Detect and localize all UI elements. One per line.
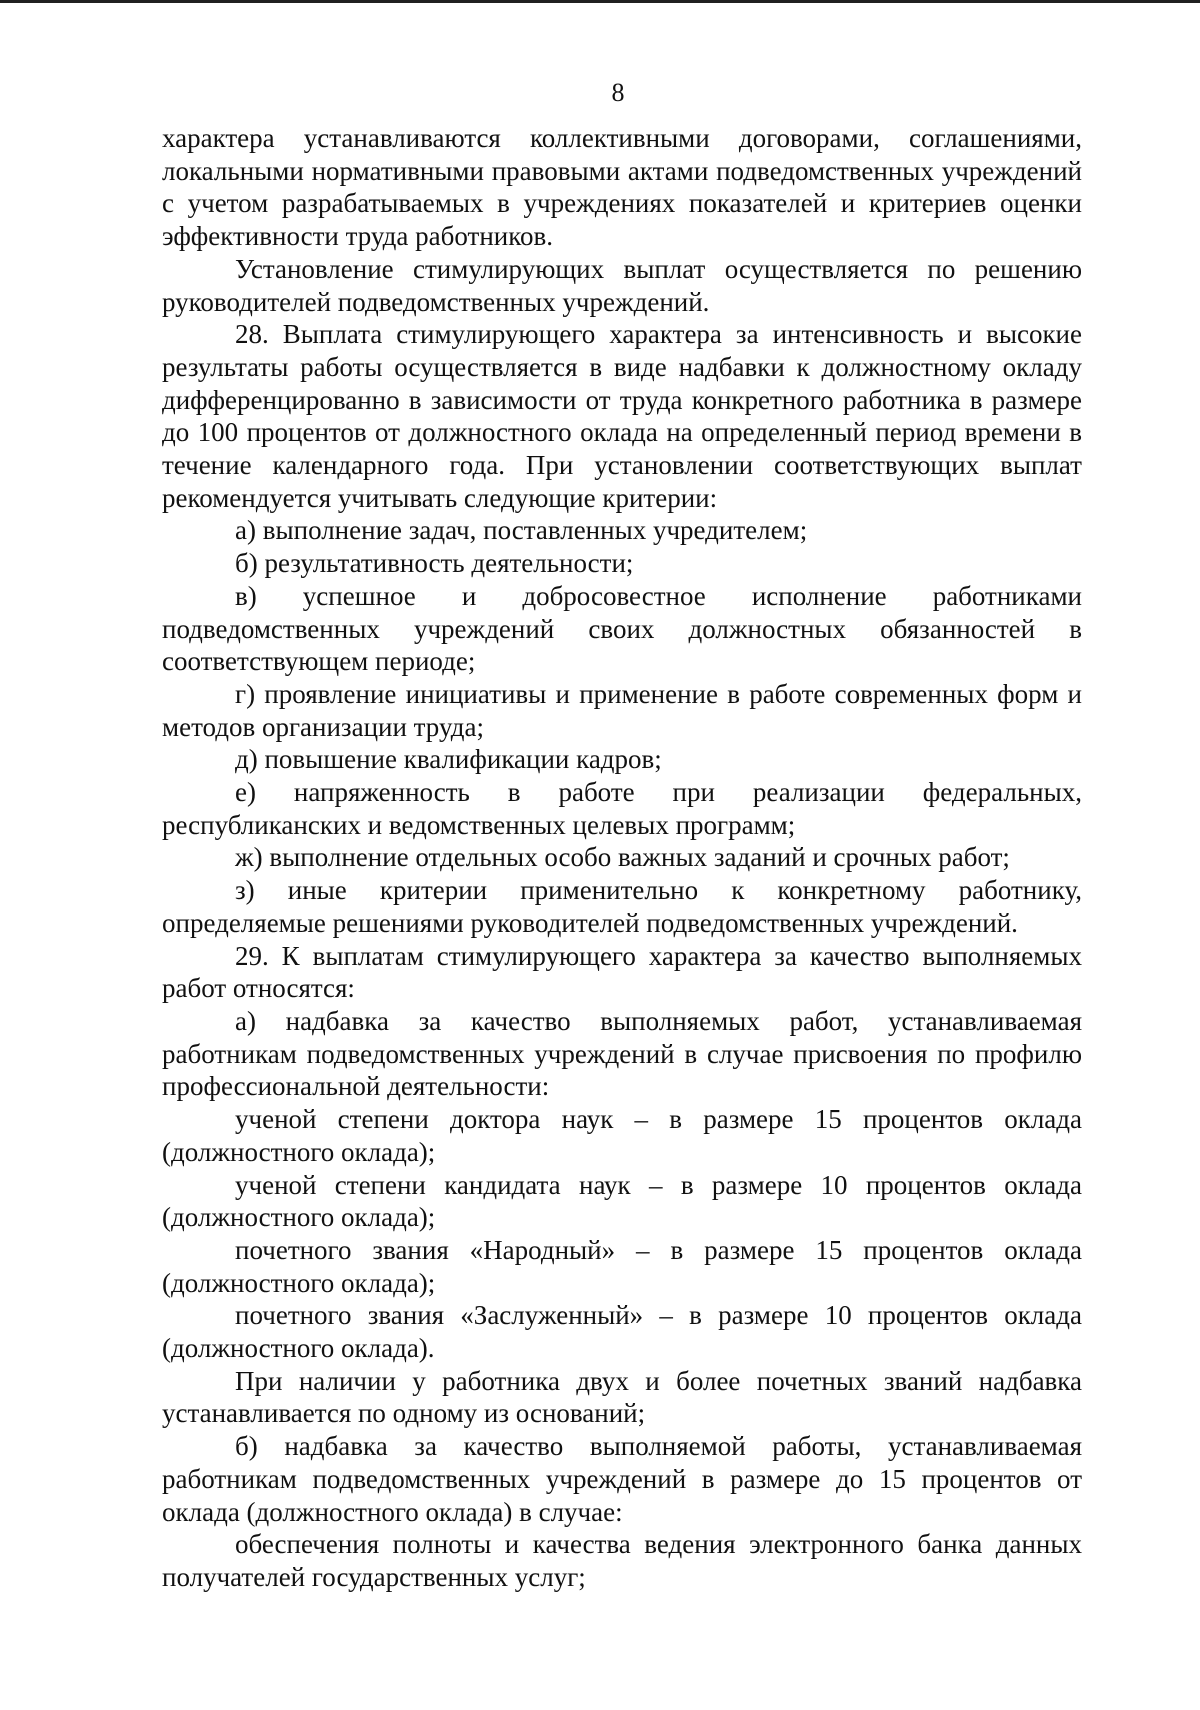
page-number: 8 (611, 78, 625, 107)
list-item: обеспечения полноты и качества ведения электронного банка данных получателей государственных услуг; (162, 1529, 1082, 1592)
list-item: е) напряженность в работе при реализации федеральных, республиканских и ведомственных целевых программ; (162, 777, 1082, 840)
document-body (162, 122, 1082, 1594)
list-item: б) надбавка за качество выполняемой работы, устанавливаемая работникам подведомственных учреждений в размере до 15 процентов от оклада (должностного оклада) в случае: (162, 1431, 1082, 1527)
list-item: ж) выполнение отдельных особо важных заданий и срочных работ; (235, 842, 1010, 873)
list-item: г) проявление инициативы и применение в работе современных форм и методов организации труда; (162, 678, 1082, 742)
paragraph-item-28: 28. Выплата стимулирующего характера за интенсивность и высокие результаты работы осуществляется в виде надбавки к должностному окладу дифференцированно в зависимости от труда конкретного работника в размере до 100 процентов от должностного оклада на определенный период времени в течение календарного года. При установлении соответствующих выплат рекомендуется учитывать следующие критерии: (162, 319, 1082, 513)
list-item: почетного звания «Заслуженный» – в размере 10 процентов оклада (должностного оклада). (162, 1300, 1082, 1364)
list-item: а) выполнение задач, поставленных учредителем; (235, 515, 808, 546)
paragraph: При наличии у работника двух и более почетных званий надбавка устанавливается по одному из оснований; (162, 1365, 1082, 1429)
list-item: в) успешное и добросовестное исполнение работниками подведомственных учреждений своих должностных обязанностей в соответствующем периоде; (162, 580, 1082, 677)
list-item: д) повышение квалификации кадров; (235, 744, 662, 775)
list-item: ученой степени кандидата наук – в размере 10 процентов оклада (должностного оклада); (162, 1169, 1082, 1233)
paragraph-item-29: 29. К выплатам стимулирующего характера за качество выполняемых работ относятся: (162, 940, 1082, 1004)
paragraph: Установление стимулирующих выплат осуществляется по решению руководителей подведомственных учреждений. (162, 253, 1082, 317)
page-top-border (0, 0, 1200, 3)
list-item: б) результативность деятельности; (235, 548, 634, 579)
list-item: ученой степени доктора наук – в размере 15 процентов оклада (должностного оклада); (162, 1104, 1082, 1167)
list-item: а) надбавка за качество выполняемых работ, устанавливаемая работникам подведомственных учреждений в случае присвоения по профилю профессиональной деятельности: (162, 1005, 1082, 1102)
list-item: почетного звания «Народный» – в размере 15 процентов оклада (должностного оклада); (162, 1234, 1082, 1298)
paragraph: характера устанавливаются коллективными договорами, соглашениями, локальными нормативными правовыми актами подведомственных учреждений с учетом разрабатываемых в учреждениях показателей и критериев оценки эффективности труда работников. (162, 123, 1082, 252)
list-item: з) иные критерии применительно к конкретному работнику, определяемые решениями руководителей подведомственных учреждений. (162, 875, 1082, 938)
